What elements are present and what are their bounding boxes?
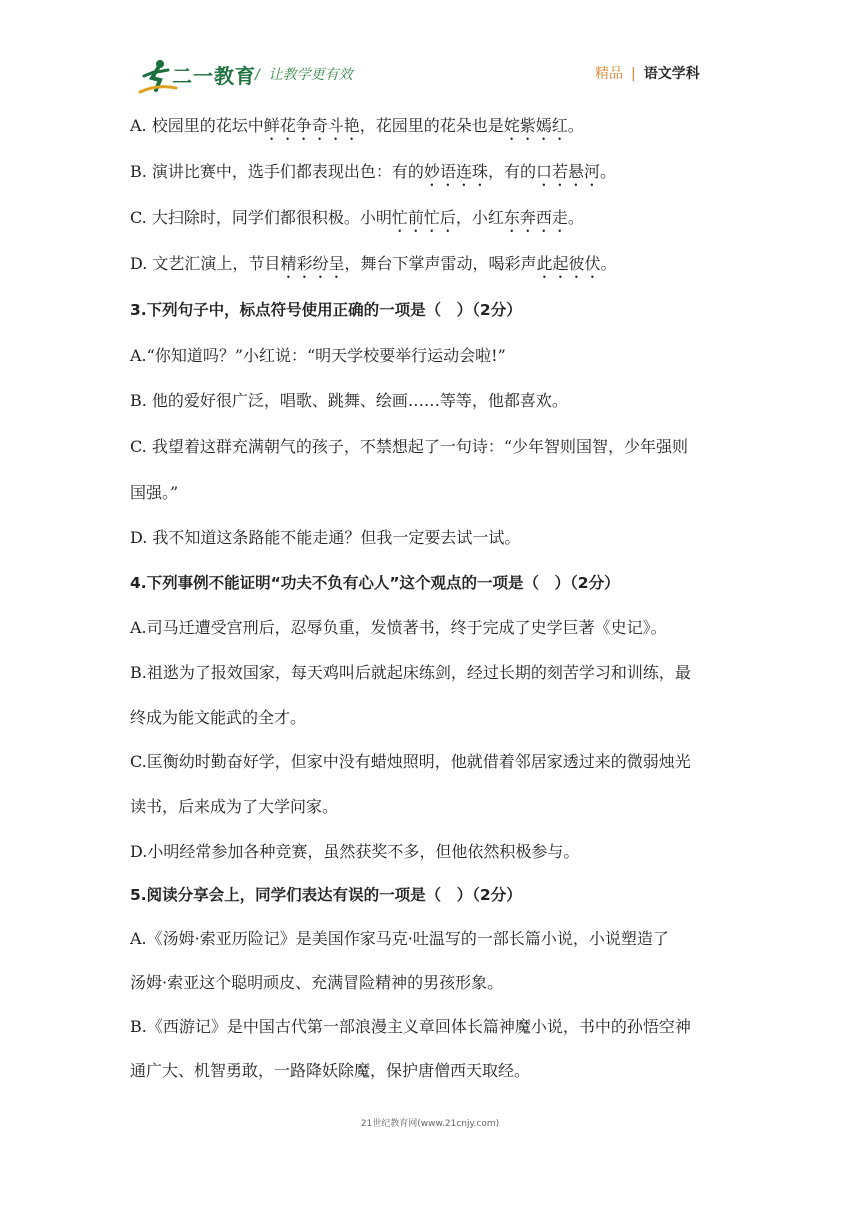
option-line: B. 他的爱好很广泛，唱歌、跳舞、绘画……等等，他都喜欢。 [130,391,568,410]
option-line: D. 文艺汇演上，节目精彩纷呈，舞台下掌声雷动，喝彩声此起彼伏。 [130,254,617,273]
slogan: / 让教学更有效 [255,67,353,83]
logo-text: 二一教育 [172,64,256,88]
option-line: B.《西游记》是中国古代第一部浪漫主义章回体长篇神魔小说，书中的孙悟空神 [130,1017,691,1036]
subject-label [595,63,700,83]
option-line: 通广大、机智勇敢，一路降妖除魔，保护唐僧西天取经。 [130,1061,531,1080]
option-line: A. 校园里的花坛中鲜花争奇斗艳，花园里的花朵也是姹紫嫣红。 [130,116,584,135]
header-separator: | [631,66,636,82]
logo [138,58,266,94]
question-5: 5.阅读分享会上，同学们表达有误的一项是（ ）（2分） [130,886,522,904]
option-line: D.小明经常参加各种竞赛，虽然获奖不多，但他依然积极参与。 [130,842,580,861]
option-line: B.祖逖为了报效国家，每天鸡叫后就起床练剑，经过长期的刻苦学习和训练，最 [130,663,691,682]
option-line: C. 大扫除时，同学们都很积极。小明忙前忙后，小红东奔西走。 [130,208,584,227]
option-line: A.《汤姆·索亚历险记》是美国作家马克·吐温写的一部长篇小说，小说塑造了 [130,929,669,948]
option-line: D. 我不知道这条路能不能走通？但我一定要去试一试。 [130,528,521,547]
option-line: 汤姆·索亚这个聪明顽皮、充满冒险精神的男孩形象。 [130,973,504,992]
option-line: B. 演讲比赛中，选手们都表现出色：有的妙语连珠，有的口若悬河。 [130,162,616,181]
question-3: 3.下列句子中，标点符号使用正确的一项是（ ）（2分） [130,301,522,319]
option-line: C.匡衡幼时勤奋好学，但家中没有蜡烛照明，他就借着邻居家透过来的微弱烛光 [130,752,691,771]
badge-text: 精品 [595,66,623,82]
option-line: A.司马迁遭受宫刑后，忍辱负重，发愤著书，终于完成了史学巨著《史记》。 [130,618,667,637]
option-line: C. 我望着这群充满朝气的孩子，不禁想起了一句诗：“少年智则国智，少年强则 [130,437,689,456]
subject-text: 语文学科 [643,66,700,82]
page-footer: 21世纪教育网(www.21cnjy.com) [360,1119,500,1129]
page-header [0,0,860,100]
option-line: 国强。” [130,483,179,502]
question-4: 4.下列事例不能证明“功夫不负有心人”这个观点的一项是（ ）（2分） [130,574,620,592]
option-line: A.“你知道吗？”小红说：“明天学校要举行运动会啦!” [130,346,506,365]
option-line: 读书，后来成为了大学问家。 [130,797,339,816]
option-line: 终成为能文能武的全才。 [130,708,307,727]
